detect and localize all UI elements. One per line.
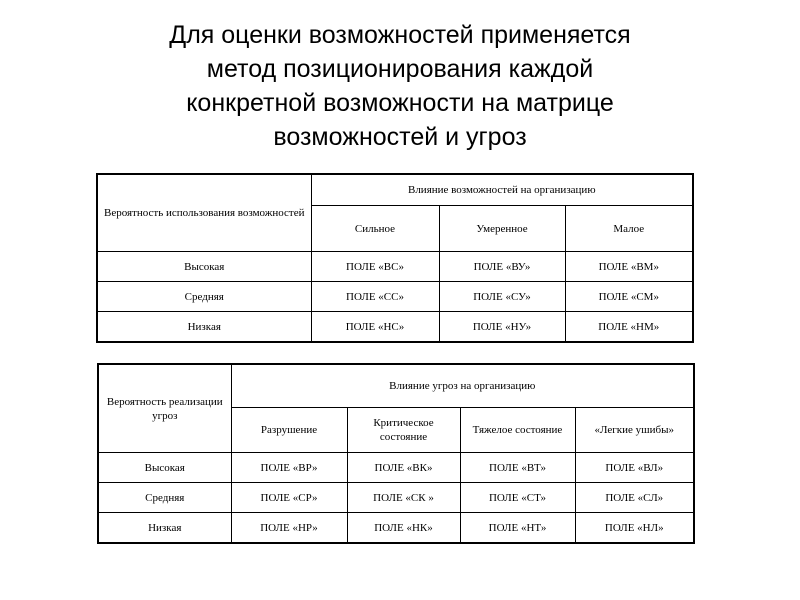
table-cell: ПОЛЕ «НТ» — [460, 513, 575, 544]
table-cell: ПОЛЕ «ВТ» — [460, 453, 575, 483]
threats-matrix — [97, 363, 695, 544]
table-cell: ПОЛЕ «СМ» — [565, 282, 693, 312]
threats-column-header: Критическое состояние — [347, 408, 460, 453]
slide-title — [60, 18, 740, 154]
table-cell: ПОЛЕ «ВМ» — [565, 252, 693, 282]
table-row — [97, 252, 693, 282]
row-label: Средняя — [98, 483, 231, 513]
row-label: Средняя — [97, 282, 311, 312]
opportunities-header-row — [97, 174, 693, 206]
title-line-3: конкретной возможности на матрице — [186, 89, 614, 117]
table-row — [98, 453, 694, 483]
table-cell: ПОЛЕ «НМ» — [565, 312, 693, 343]
table-cell: ПОЛЕ «НЛ» — [575, 513, 694, 544]
title-line-4: возможностей и угроз — [273, 123, 527, 151]
table-cell: ПОЛЕ «СУ» — [439, 282, 565, 312]
table-cell: ПОЛЕ «НУ» — [439, 312, 565, 343]
title-line-1: Для оценки возможностей применяется — [169, 21, 631, 49]
table-cell: ПОЛЕ «СЛ» — [575, 483, 694, 513]
table-row — [97, 312, 693, 343]
opportunities-matrix — [96, 173, 694, 343]
table-row — [97, 282, 693, 312]
table-cell: ПОЛЕ «СР» — [231, 483, 347, 513]
table-cell: ПОЛЕ «ВУ» — [439, 252, 565, 282]
threats-column-header: Разрушение — [231, 408, 347, 453]
opportunities-column-header: Умеренное — [439, 206, 565, 252]
table-cell: ПОЛЕ «СТ» — [460, 483, 575, 513]
title-line-2: метод позиционирования каждой — [206, 55, 594, 83]
row-label: Высокая — [98, 453, 231, 483]
table-cell: ПОЛЕ «НР» — [231, 513, 347, 544]
table-cell: ПОЛЕ «НК» — [347, 513, 460, 544]
row-label: Низкая — [97, 312, 311, 343]
opportunities-group-header: Влияние возможностей на организацию — [311, 174, 693, 206]
threats-header-row — [98, 364, 694, 408]
table-cell: ПОЛЕ «СС» — [311, 282, 439, 312]
table-cell: ПОЛЕ «СК » — [347, 483, 460, 513]
table-cell: ПОЛЕ «НС» — [311, 312, 439, 343]
table-cell: ПОЛЕ «ВР» — [231, 453, 347, 483]
table-row — [98, 513, 694, 544]
threats-corner-header: Вероятность реализации угроз — [98, 364, 231, 453]
table-row — [98, 483, 694, 513]
table-cell: ПОЛЕ «ВС» — [311, 252, 439, 282]
table-cell: ПОЛЕ «ВЛ» — [575, 453, 694, 483]
row-label: Низкая — [98, 513, 231, 544]
opportunities-column-header: Малое — [565, 206, 693, 252]
threats-column-header: «Легкие ушибы» — [575, 408, 694, 453]
opportunities-corner-header: Вероятность использования возможностей — [97, 174, 311, 252]
table-cell: ПОЛЕ «ВК» — [347, 453, 460, 483]
threats-column-header: Тяжелое состояние — [460, 408, 575, 453]
threats-group-header: Влияние угроз на организацию — [231, 364, 694, 408]
opportunities-column-header: Сильное — [311, 206, 439, 252]
row-label: Высокая — [97, 252, 311, 282]
